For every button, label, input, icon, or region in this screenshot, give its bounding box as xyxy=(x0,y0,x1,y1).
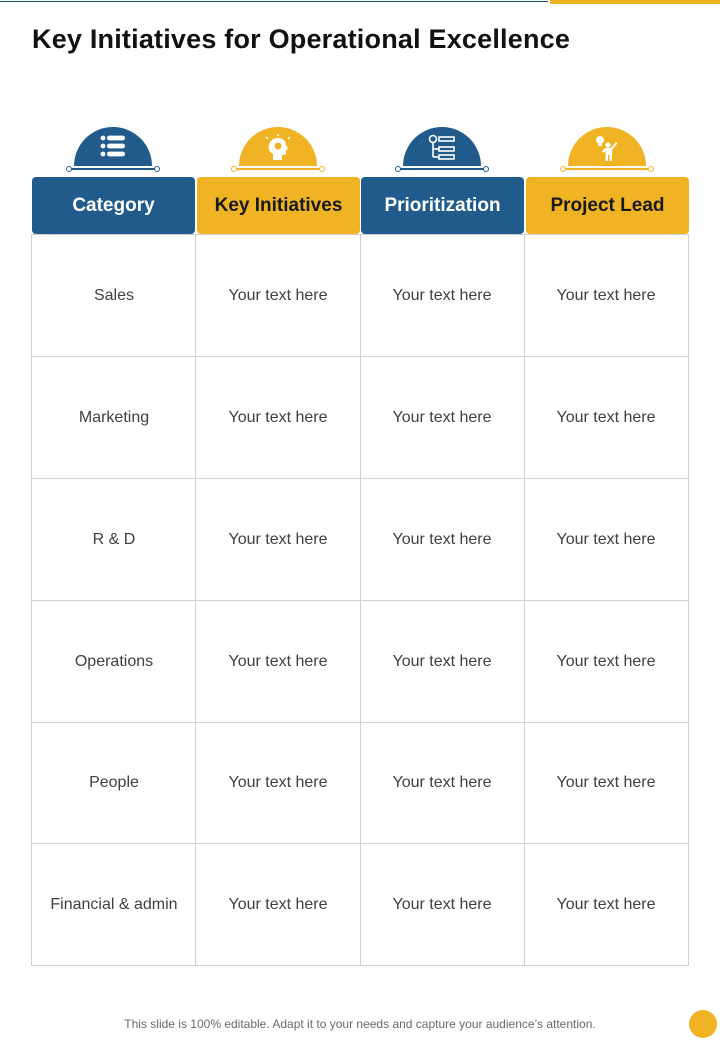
top-accent-bar xyxy=(550,0,720,4)
cell-initiatives: Your text here xyxy=(228,896,328,913)
cell-project-lead: Your text here xyxy=(556,409,656,426)
initiatives-dome-base xyxy=(235,168,321,170)
cell-project-lead: Your text here xyxy=(556,653,656,670)
cell-project-lead: Your text here xyxy=(556,287,656,304)
cell-project-lead: Your text here xyxy=(556,531,656,548)
header-key-initiatives: Key Initiatives xyxy=(197,177,360,234)
cell-prioritization: Your text here xyxy=(392,409,492,426)
cell-prioritization: Your text here xyxy=(392,287,492,304)
header-project-lead: Project Lead xyxy=(526,177,689,234)
initiatives-dome xyxy=(239,127,317,166)
footer-note: This slide is 100% editable. Adapt it to your needs and capture your audience’s attention. xyxy=(124,1017,596,1031)
cell-category-operations: Operations xyxy=(74,653,154,670)
header-prioritization: Prioritization xyxy=(361,177,524,234)
cell-category-financial-admin: Financial & admin xyxy=(50,896,178,913)
cell-project-lead: Your text here xyxy=(556,896,656,913)
cell-prioritization: Your text here xyxy=(392,774,492,791)
cell-prioritization: Your text here xyxy=(392,896,492,913)
cell-initiatives: Your text here xyxy=(228,287,328,304)
lead-dome-base xyxy=(564,168,650,170)
cell-initiatives: Your text here xyxy=(228,653,328,670)
cell-category-people: People xyxy=(89,774,139,791)
hierarchy-icon xyxy=(428,134,456,162)
category-dome xyxy=(74,127,152,166)
initiatives-table xyxy=(31,234,689,966)
list-icon xyxy=(100,134,126,158)
cell-prioritization: Your text here xyxy=(392,653,492,670)
cell-prioritization: Your text here xyxy=(392,531,492,548)
prioritization-dome xyxy=(403,127,481,166)
page-title: Key Initiatives for Operational Excellence xyxy=(32,24,571,54)
lead-dome xyxy=(568,127,646,166)
cell-project-lead: Your text here xyxy=(556,774,656,791)
header-category: Category xyxy=(32,177,195,234)
cell-category-rnd: R & D xyxy=(92,531,136,548)
prioritization-dome-base xyxy=(399,168,485,170)
cell-initiatives: Your text here xyxy=(228,531,328,548)
footer-circle-decoration xyxy=(689,1010,717,1038)
cell-category-marketing: Marketing xyxy=(78,409,150,426)
cell-category-sales: Sales xyxy=(93,287,135,304)
idea-head-icon xyxy=(264,134,292,162)
category-dome-base xyxy=(70,168,156,170)
top-accent-line xyxy=(0,1,548,2)
cell-initiatives: Your text here xyxy=(228,774,328,791)
cell-initiatives: Your text here xyxy=(228,409,328,426)
leader-idea-icon xyxy=(593,134,621,162)
